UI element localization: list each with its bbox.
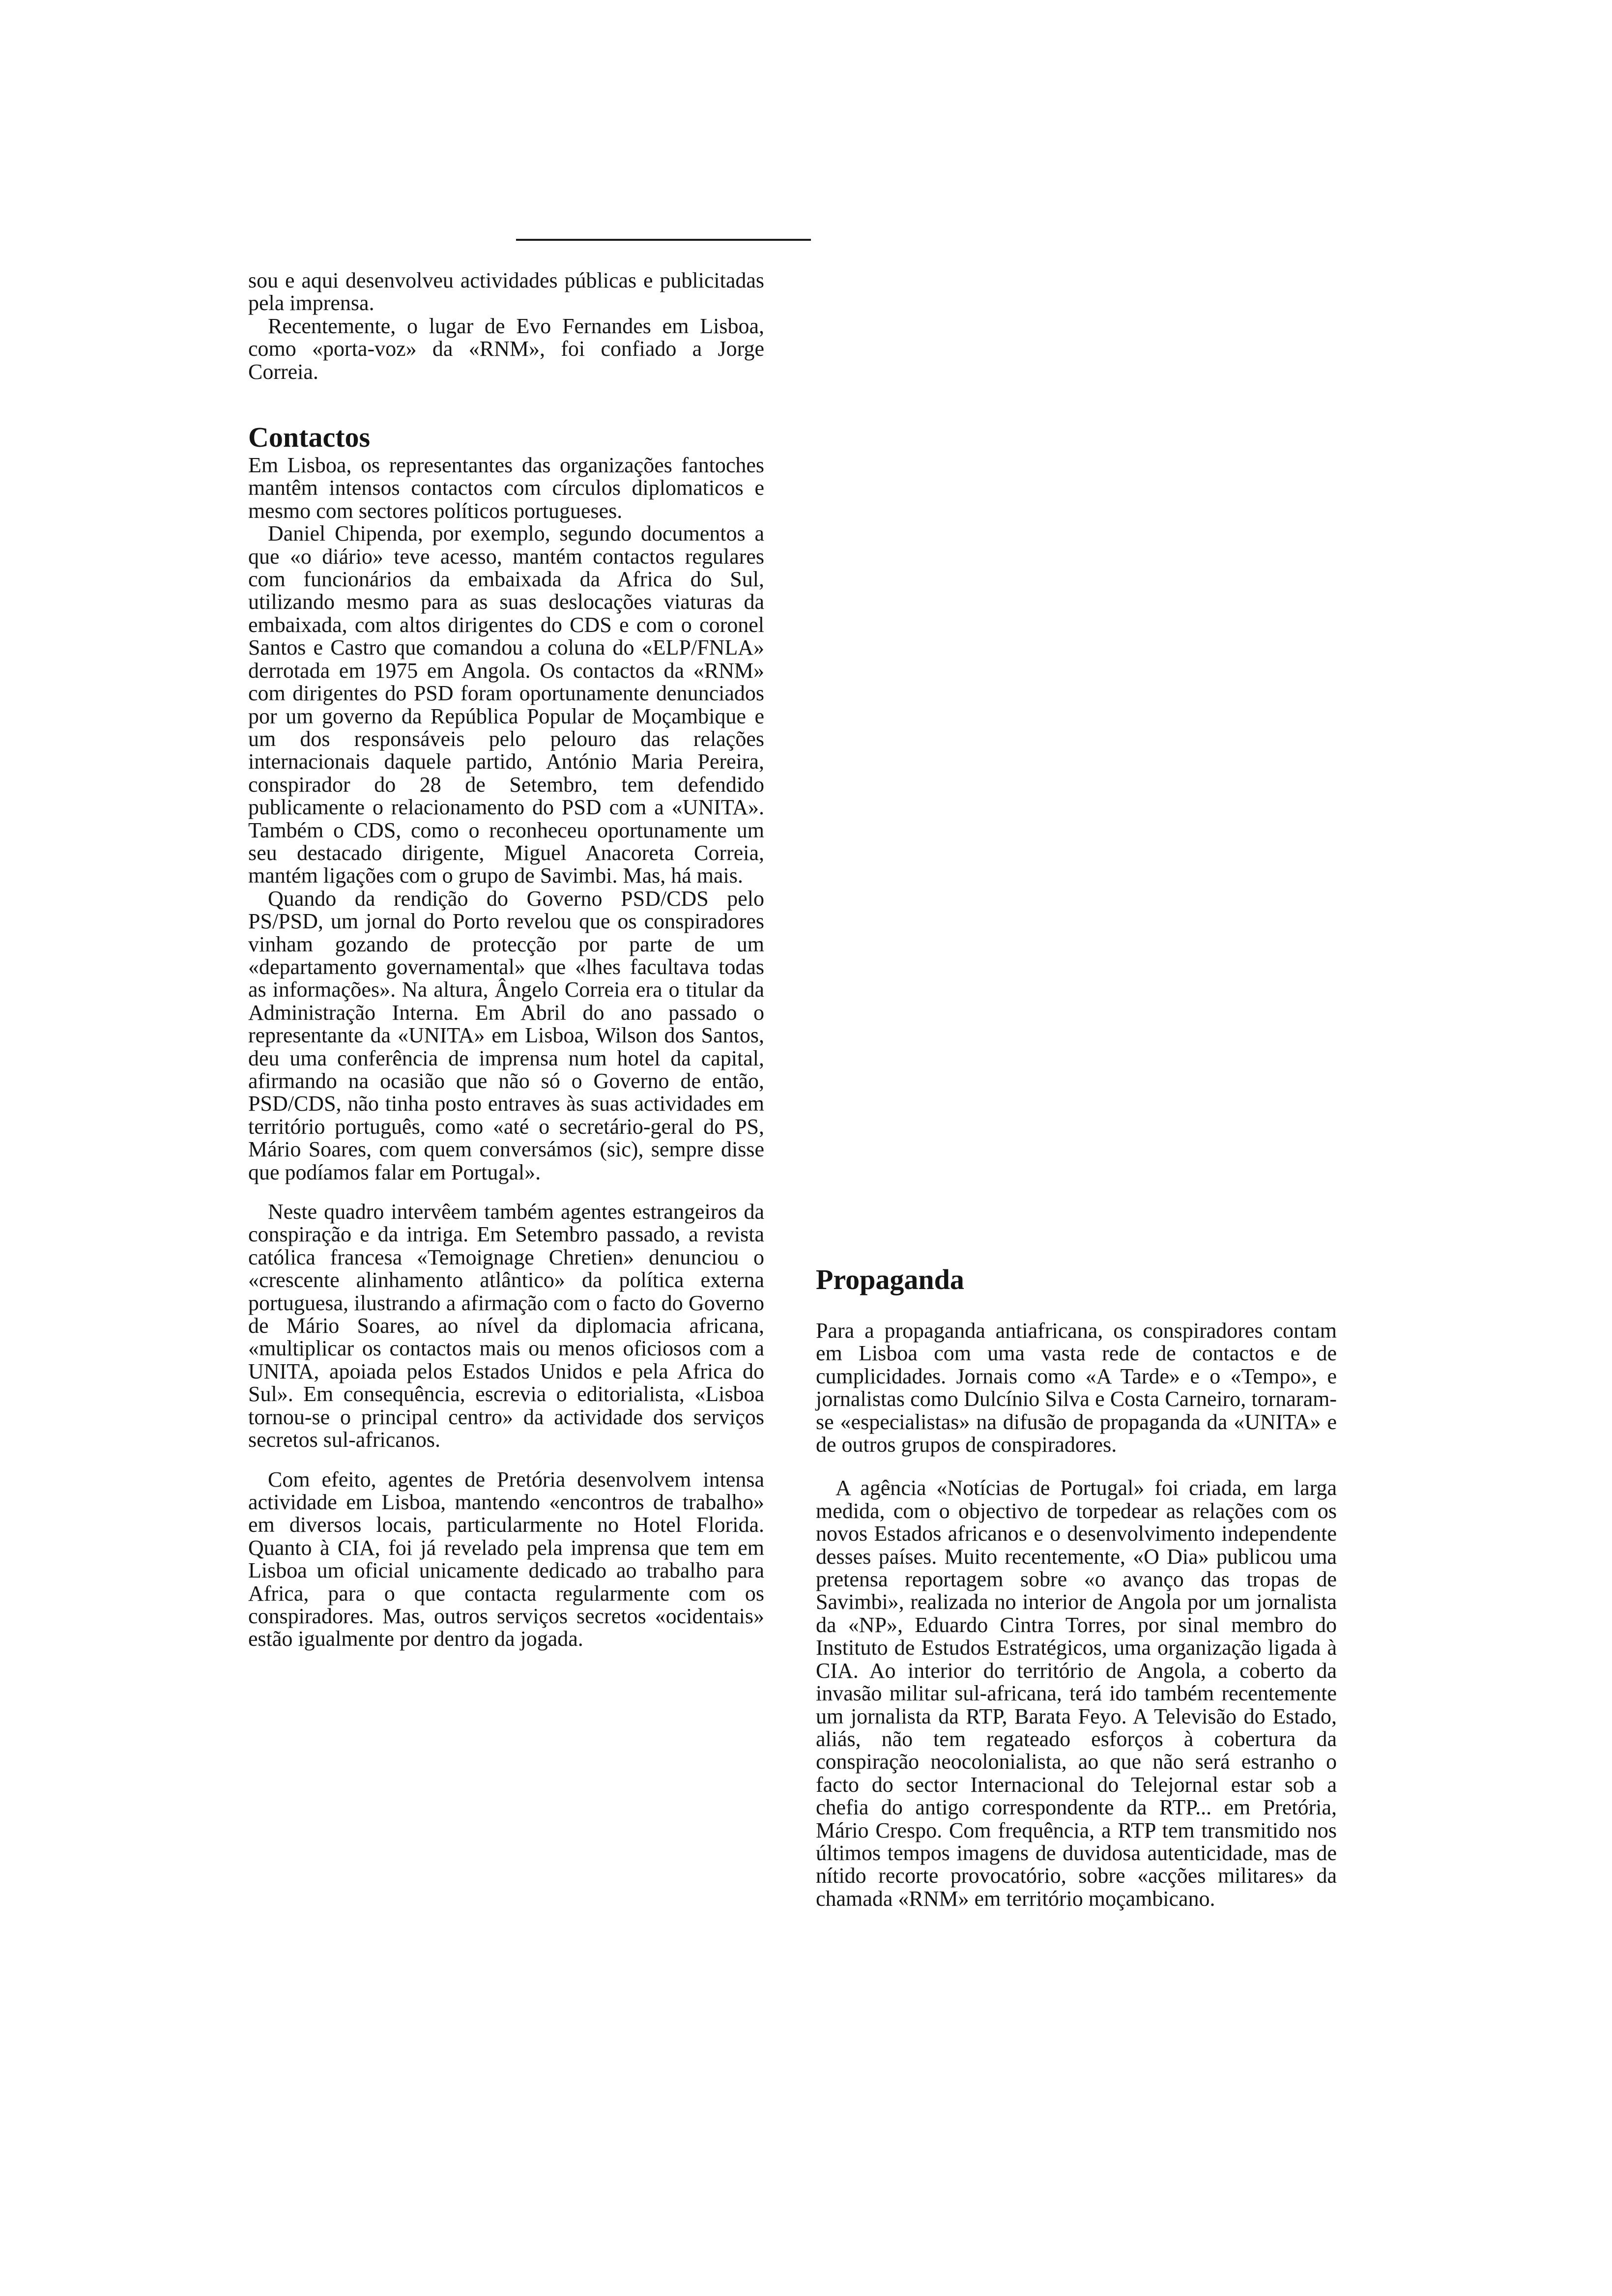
right-column <box>816 1263 1337 1911</box>
contactos-paragraph-4: Neste quadro intervêem também agentes estrangeiros da conspiração e da intriga. Em Setembro passado, a revista católica francesa «Temoignage Chretien» denunciou o «crescente alinhamento atlântico» da política externa portuguesa, ilustrando a afirmação com o facto do Governo de Mário Soares, ao nível da diplomacia africana, «multiplicar os contactos mais ou menos oficiosos com a UNITA, apoiada pelos Estados Unidos e pela Africa do Sul». Em consequência, escrevia o editorialista, «Lisboa tornou-se o principal centro» da actividade dos serviços secretos sul-africanos. <box>248 1200 764 1452</box>
contactos-paragraph-1: Em Lisboa, os representantes das organizações fantoches mantêm intensos contactos com círculos diplomaticos e mesmo com sectores políticos portugueses. <box>248 453 764 523</box>
column-top-rule <box>516 239 811 241</box>
contactos-paragraph-3: Quando da rendição do Governo PSD/CDS pelo PS/PSD, um jornal do Porto revelou que os conspiradores vinham gozando de protecção por parte de um «departamento governamental» que «lhes facultava todas as informações». Na altura, Ângelo Correia era o titular da Administração Interna. Em Abril do ano passado o representante da «UNITA» em Lisboa, Wilson dos Santos, deu uma conferência de imprensa num hotel da capital, afirmando na ocasião que não só o Governo de então, PSD/CDS, não tinha posto entraves às suas actividades em território português, como «até o secretário-geral do PS, Mário Soares, com quem conversámos (sic), sempre disse que podíamos falar em Portugal». <box>248 886 764 1184</box>
intro-paragraph-1: sou e aqui desenvolveu actividades públicas e publicitadas pela imprensa. <box>248 268 764 316</box>
propaganda-paragraph-2: A agência «Notícias de Portugal» foi criada, em larga medida, com o objectivo de torpedear as relações com os novos Estados africanos e o desenvolvimento independente desses países. Muito recentemente, «O Dia» publicou uma pretensa reportagem sobre «o avanço das tropas de Savimbi», realizada no interior de Angola por um jornalista da «NP», Eduardo Cintra Torres, por sinal membro do Instituto de Estudos Estratégicos, uma organização ligada à CIA. Ao interior do território de Angola, a coberto da invasão militar sul-africana, terá ido também recentemente um jornalista da RTP, Barata Feyo. A Televisão do Estado, aliás, não tem regateado esforços à cobertura da conspiração neocolonialista, ao que não será estranho o facto do sector Internacional do Telejornal estar sob a chefia do antigo correspondente da RTP... em Pretória, Mário Crespo. Com frequência, a RTP tem transmitido nos últimos tempos imagens de duvidosa autenticidade, mas de nítido recorte provocatório, sobre «acções militares» da chamada «RNM» em território moçambicano. <box>816 1476 1337 1911</box>
section-heading-contactos: Contactos <box>248 421 371 454</box>
section-heading-propaganda: Propaganda <box>816 1263 964 1295</box>
contactos-paragraph-2: Daniel Chipenda, por exemplo, segundo documentos a que «o diário» teve acesso, mantém contactos regulares com funcionários da embaixada da Africa do Sul, utilizando mesmo para as suas deslocações viaturas da embaixada, com altos dirigentes do CDS e com o coronel Santos e Castro que comandou a coluna do «ELP/FNLA» derrotada em 1975 em Angola. Os contactos da «RNM» com dirigentes do PSD foram oportunamente denunciados por um governo da República Popular de Moçambique e um dos responsáveis pelo pelouro das relações internacionais daquele partido, António Maria Pereira, conspirador do 28 de Setembro, tem defendido publicamente o relacionamento do PSD com a «UNITA». Também o CDS, como o reconheceu oportunamente um seu destacado dirigente, Miguel Anacoreta Correia, mantém ligações com o grupo de Savimbi. Mas, há mais. <box>248 521 764 888</box>
left-column <box>248 269 764 1651</box>
propaganda-paragraph-1: Para a propaganda antiafricana, os conspiradores contam em Lisboa com uma vasta rede de contactos e de cumplicidades. Jornais como «A Tarde» e o «Tempo», e jornalistas como Dulcínio Silva e Costa Carneiro, tornaram-se «especialistas» na difusão de propaganda da «UNITA» e de outros grupos de conspiradores. <box>816 1319 1337 1457</box>
contactos-paragraph-5: Com efeito, agentes de Pretória desenvolvem intensa actividade em Lisboa, mantendo «encontros de trabalho» em diversos locais, particularmente no Hotel Florida. Quanto à CIA, foi já revelado pela imprensa que tem em Lisboa um oficial unicamente dedicado ao trabalho para Africa, para o que contacta regularmente com os conspiradores. Mas, outros serviços secretos «ocidentais» estão igualmente por dentro da jogada. <box>248 1467 764 1651</box>
intro-paragraph-2: Recentemente, o lugar de Evo Fernandes em Lisboa, como «porta-voz» da «RNM», foi confiado a Jorge Correia. <box>248 314 764 384</box>
